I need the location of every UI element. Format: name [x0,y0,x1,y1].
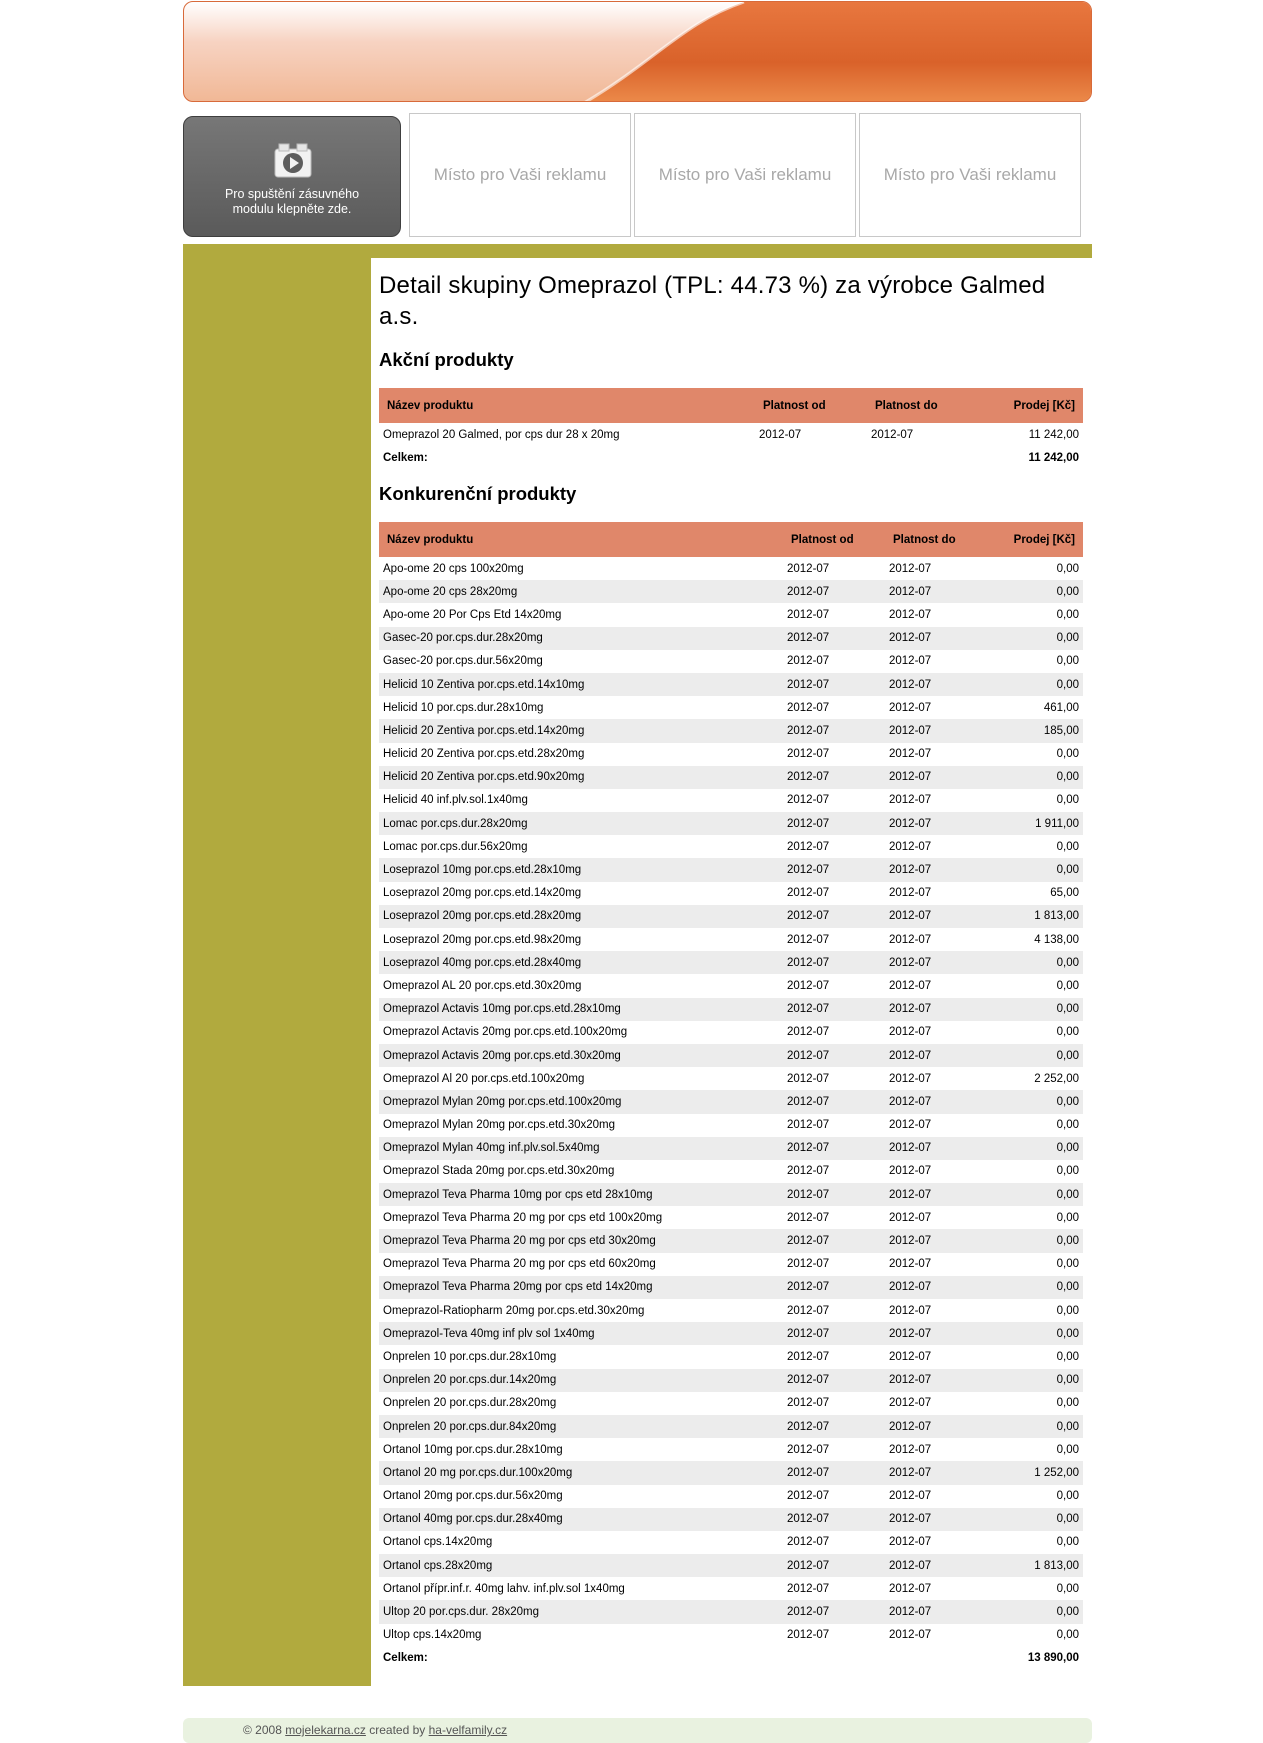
valid-to-cell: 2012-07 [885,812,997,835]
valid-from-cell: 2012-07 [783,858,885,881]
sales-cell: 0,00 [1056,1490,1079,1503]
product-name-cell: Ortanol 20 mg por.cps.dur.100x20mg [379,1461,783,1484]
sales-cell: 0,00 [1056,1119,1079,1132]
valid-from-cell: 2012-07 [783,580,885,603]
product-name-cell: Ortanol cps.14x20mg [383,1536,493,1549]
table-row [379,696,1083,719]
valid-to-cell: 2012-07 [885,1600,997,1623]
valid-from-cell: 2012-07 [787,1026,830,1039]
valid-to-cell: 2012-07 [885,858,997,881]
valid-to-cell: 2012-07 [885,951,997,974]
product-name-cell: Omeprazol Actavis 10mg por.cps.etd.28x10mg [379,998,783,1021]
action-products-table [379,388,1083,469]
col-product-name: Název produktu [379,388,755,423]
product-name-cell: Omeprazol-Teva 40mg inf plv sol 1x40mg [379,1322,783,1345]
sales-cell: 1 252,00 [997,1461,1083,1484]
author-link[interactable]: ha-velfamily.cz [428,1723,508,1737]
valid-to-cell: 2012-07 [889,1211,932,1224]
table-row [379,673,1083,696]
valid-to-cell: 2012-07 [889,840,932,853]
product-name-cell: Helicid 40 inf.plv.sol.1x40mg [383,794,528,807]
table-row [379,603,1083,626]
total-value: 11 242,00 [1028,451,1079,464]
sales-cell: 0,00 [1056,1443,1079,1456]
product-name-cell: Helicid 20 Zentiva por.cps.etd.90x20mg [379,766,783,789]
col-sales: Prodej [Kč] [983,388,1083,423]
valid-from-cell: 2012-07 [787,1536,830,1549]
sales-cell: 0,00 [997,1508,1083,1531]
col-sales: Prodej [Kč] [997,522,1083,557]
product-name-cell: Omeprazol Stada 20mg por.cps.etd.30x20mg [383,1165,615,1178]
table-row [379,1415,1083,1438]
table-row [379,1485,1083,1508]
table-row [379,1577,1083,1600]
col-product-name: Název produktu [379,522,783,557]
valid-to-cell: 2012-07 [885,580,997,603]
valid-from-cell: 2012-07 [783,1183,885,1206]
table-row [379,1183,1083,1206]
total-label: Celkem: [383,451,428,464]
valid-from-cell: 2012-07 [787,840,830,853]
valid-to-cell: 2012-07 [889,1026,932,1039]
product-name-cell: Lomac por.cps.dur.28x20mg [379,812,783,835]
product-name-cell: Ortanol 20mg por.cps.dur.56x20mg [383,1490,563,1503]
valid-to-cell: 2012-07 [885,673,997,696]
header-banner [183,1,1092,102]
valid-from-cell: 2012-07 [783,1322,885,1345]
empty-cell [885,1647,997,1670]
valid-to-cell: 2012-07 [889,1629,932,1642]
table-row [379,1276,1083,1299]
total-row [379,446,1083,469]
table-row [379,1137,1083,1160]
plugin-message: Pro spuštění zásuvného modulu klepněte zde. [224,187,360,216]
sales-cell: 0,00 [1056,1582,1079,1595]
product-name-cell: Omeprazol 20 Galmed, por cps dur 28 x 20mg [383,428,620,441]
ad-slot-label: Místo pro Vaši reklamu [883,165,1057,184]
valid-from-cell: 2012-07 [787,1629,830,1642]
valid-from-cell: 2012-07 [783,1137,885,1160]
table-row [379,766,1083,789]
valid-from-cell: 2012-07 [783,998,885,1021]
valid-from-cell: 2012-07 [783,719,885,742]
product-name-cell: Omeprazol Teva Pharma 20 mg por cps etd 100x20mg [383,1211,663,1224]
col-valid-to: Platnost do [885,522,997,557]
valid-to-cell: 2012-07 [889,1443,932,1456]
ad-slot-2[interactable] [634,113,856,237]
valid-to-cell: 2012-07 [889,794,932,807]
sales-cell: 0,00 [997,627,1083,650]
ad-slot-3[interactable] [859,113,1081,237]
product-name-cell: Ultop 20 por.cps.dur. 28x20mg [379,1600,783,1623]
sales-cell: 0,00 [1056,1258,1079,1271]
valid-to-cell: 2012-07 [889,1582,932,1595]
valid-to-cell: 2012-07 [885,1183,997,1206]
valid-to-cell: 2012-07 [885,1044,997,1067]
valid-to-cell: 2012-07 [885,627,997,650]
valid-from-cell: 2012-07 [787,1258,830,1271]
valid-from-cell: 2012-07 [787,933,830,946]
product-name-cell: Loseprazol 20mg por.cps.etd.14x20mg [383,887,582,900]
valid-from-cell: 2012-07 [787,1582,830,1595]
sales-cell: 0,00 [1056,794,1079,807]
table-row [379,974,1083,997]
sales-cell: 0,00 [997,1276,1083,1299]
table-row [379,928,1083,951]
total-row [379,1647,1083,1670]
sales-cell: 1 813,00 [997,1554,1083,1577]
valid-to-cell: 2012-07 [885,1369,997,1392]
sales-cell: 2 252,00 [1034,1072,1079,1085]
table-row [379,1600,1083,1623]
product-name-cell: Omeprazol Mylan 20mg por.cps.etd.30x20mg [383,1119,616,1132]
sales-cell: 0,00 [997,1229,1083,1252]
sales-cell: 0,00 [997,1183,1083,1206]
valid-from-cell: 2012-07 [759,428,802,441]
table-row [379,1369,1083,1392]
sales-cell: 0,00 [1056,1304,1079,1317]
valid-to-cell: 2012-07 [885,766,997,789]
table-row [379,882,1083,905]
valid-from-cell: 2012-07 [783,1044,885,1067]
sales-cell: 0,00 [997,858,1083,881]
table-row [379,1067,1083,1090]
valid-from-cell: 2012-07 [783,673,885,696]
valid-from-cell: 2012-07 [783,1229,885,1252]
valid-to-cell: 2012-07 [885,1415,997,1438]
valid-to-cell: 2012-07 [885,905,997,928]
sales-cell: 0,00 [997,1369,1083,1392]
product-name-cell: Ortanol 40mg por.cps.dur.28x40mg [379,1508,783,1531]
table-row [379,1508,1083,1531]
valid-from-cell: 2012-07 [783,1554,885,1577]
footer [183,1718,1092,1743]
table-row [379,423,1083,446]
table-row [379,1461,1083,1484]
product-name-cell: Apo-ome 20 Por Cps Etd 14x20mg [383,608,562,621]
table-row [379,1392,1083,1415]
product-name-cell: Omeprazol Teva Pharma 20mg por cps etd 14x20mg [379,1276,783,1299]
table-row [379,1554,1083,1577]
sales-cell: 0,00 [997,951,1083,974]
sales-cell: 0,00 [1056,840,1079,853]
valid-from-cell: 2012-07 [787,1443,830,1456]
product-name-cell: Gasec-20 por.cps.dur.56x20mg [383,655,543,668]
valid-to-cell: 2012-07 [871,428,914,441]
col-valid-to: Platnost do [867,388,983,423]
valid-from-cell: 2012-07 [787,1304,830,1317]
sales-cell: 0,00 [997,673,1083,696]
product-name-cell: Loseprazol 40mg por.cps.etd.28x40mg [379,951,783,974]
valid-to-cell: 2012-07 [885,1322,997,1345]
col-valid-from: Platnost od [755,388,867,423]
valid-from-cell: 2012-07 [787,794,830,807]
sales-cell: 0,00 [1056,1211,1079,1224]
valid-to-cell: 2012-07 [885,1229,997,1252]
table-row [379,1206,1083,1229]
valid-to-cell: 2012-07 [889,1490,932,1503]
valid-from-cell: 2012-07 [783,905,885,928]
sales-cell: 0,00 [997,766,1083,789]
valid-from-cell: 2012-07 [787,1119,830,1132]
competing-products-table [379,522,1083,1670]
product-name-cell: Helicid 20 Zentiva por.cps.etd.14x20mg [379,719,783,742]
valid-from-cell: 2012-07 [783,951,885,974]
sales-cell: 0,00 [1056,608,1079,621]
sales-cell: 0,00 [997,998,1083,1021]
valid-to-cell: 2012-07 [889,701,932,714]
valid-to-cell: 2012-07 [889,1258,932,1271]
plugin-icon [273,143,313,179]
sales-cell: 0,00 [997,1137,1083,1160]
empty-cell [867,446,983,469]
product-name-cell: Onprelen 10 por.cps.dur.28x10mg [383,1350,557,1363]
valid-from-cell: 2012-07 [783,1090,885,1113]
sales-cell: 0,00 [997,1090,1083,1113]
valid-from-cell: 2012-07 [787,1165,830,1178]
valid-to-cell: 2012-07 [889,933,932,946]
sales-cell: 0,00 [1056,1026,1079,1039]
product-name-cell: Omeprazol Actavis 20mg por.cps.etd.30x20mg [379,1044,783,1067]
valid-to-cell: 2012-07 [885,1461,997,1484]
table-row [379,1438,1083,1461]
valid-to-cell: 2012-07 [889,1350,932,1363]
site-link[interactable]: mojelekarna.cz [285,1723,366,1737]
page-title: Detail skupiny Omeprazol (TPL: 44.73 %) za výrobce Galmed a.s. [379,272,1046,330]
valid-to-cell: 2012-07 [889,1072,932,1085]
valid-from-cell: 2012-07 [787,1072,830,1085]
competing-products-heading: Konkurenční produkty [379,483,577,504]
product-name-cell: Lomac por.cps.dur.56x20mg [383,840,528,853]
table-row [379,789,1083,812]
product-name-cell: Omeprazol Mylan 20mg por.cps.etd.100x20mg [379,1090,783,1113]
valid-from-cell: 2012-07 [783,1508,885,1531]
valid-from-cell: 2012-07 [783,766,885,789]
ad-slot-1[interactable] [409,113,631,237]
product-name-cell: Loseprazol 20mg por.cps.etd.98x20mg [383,933,582,946]
sales-cell: 4 138,00 [1034,933,1079,946]
product-name-cell: Onprelen 20 por.cps.dur.28x20mg [383,1397,557,1410]
action-products-heading: Akční produkty [379,349,514,370]
sales-cell: 0,00 [1056,748,1079,761]
table-row [379,1531,1083,1554]
table-row [379,1322,1083,1345]
valid-to-cell: 2012-07 [889,1397,932,1410]
product-name-cell: Omeprazol Teva Pharma 20 mg por cps etd 60x20mg [383,1258,656,1271]
empty-cell [783,1647,885,1670]
table-row [379,998,1083,1021]
sales-cell: 0,00 [1056,1397,1079,1410]
table-row [379,835,1083,858]
table-row [379,858,1083,881]
product-name-cell: Ortanol 10mg por.cps.dur.28x10mg [383,1443,563,1456]
product-name-cell: Omeprazol Teva Pharma 10mg por cps etd 28x10mg [379,1183,783,1206]
valid-from-cell: 2012-07 [787,655,830,668]
product-name-cell: Ortanol přípr.inf.r. 40mg lahv. inf.plv.sol 1x40mg [383,1582,625,1595]
valid-to-cell: 2012-07 [889,979,932,992]
total-label: Celkem: [383,1652,428,1665]
valid-from-cell: 2012-07 [787,979,830,992]
valid-to-cell: 2012-07 [889,748,932,761]
table-row [379,1345,1083,1368]
valid-from-cell: 2012-07 [787,1490,830,1503]
sales-cell: 185,00 [997,719,1083,742]
valid-from-cell: 2012-07 [783,1461,885,1484]
product-name-cell: Ortanol cps.28x20mg [379,1554,783,1577]
sales-cell: 11 242,00 [1028,428,1079,441]
col-valid-from: Platnost od [783,522,885,557]
valid-to-cell: 2012-07 [885,1090,997,1113]
valid-from-cell: 2012-07 [787,748,830,761]
valid-from-cell: 2012-07 [783,1415,885,1438]
sales-cell: 0,00 [997,1600,1083,1623]
valid-to-cell: 2012-07 [889,562,932,575]
sales-cell: 0,00 [997,580,1083,603]
product-name-cell: Apo-ome 20 cps 28x20mg [379,580,783,603]
table-row [379,1090,1083,1113]
valid-from-cell: 2012-07 [787,1397,830,1410]
valid-from-cell: 2012-07 [787,1211,830,1224]
total-value: 13 890,00 [1027,1652,1079,1665]
valid-from-cell: 2012-07 [783,812,885,835]
sales-cell: 0,00 [1056,1536,1079,1549]
sales-cell: 0,00 [1056,1350,1079,1363]
sales-cell: 0,00 [1056,655,1079,668]
valid-from-cell: 2012-07 [787,887,830,900]
ad-slot-label: Místo pro Vaši reklamu [658,165,832,184]
valid-from-cell: 2012-07 [783,627,885,650]
table-row [379,743,1083,766]
product-name-cell: Omeprazol-Ratiopharm 20mg por.cps.etd.30x20mg [383,1304,645,1317]
valid-to-cell: 2012-07 [889,887,932,900]
product-name-cell: Loseprazol 10mg por.cps.etd.28x10mg [379,858,783,881]
product-name-cell: Omeprazol Teva Pharma 20 mg por cps etd 30x20mg [379,1229,783,1252]
sales-cell: 0,00 [1056,979,1079,992]
sales-cell: 0,00 [997,1415,1083,1438]
valid-to-cell: 2012-07 [889,1304,932,1317]
sales-cell: 1 911,00 [997,812,1083,835]
table-header-row [379,388,1083,423]
valid-from-cell: 2012-07 [787,701,830,714]
valid-from-cell: 2012-07 [783,1276,885,1299]
table-row [379,1229,1083,1252]
created-by-text: created by [365,1723,429,1737]
sales-cell: 0,00 [997,1322,1083,1345]
valid-to-cell: 2012-07 [889,655,932,668]
product-name-cell: Omeprazol Actavis 20mg por.cps.etd.100x20mg [383,1026,628,1039]
table-row [379,1160,1083,1183]
valid-from-cell: 2012-07 [787,1350,830,1363]
valid-from-cell: 2012-07 [783,1369,885,1392]
table-row [379,1044,1083,1067]
copyright-text: © 2008 [243,1723,286,1737]
valid-from-cell: 2012-07 [783,1600,885,1623]
sales-cell: 0,00 [1056,562,1079,575]
product-name-cell: Ultop cps.14x20mg [383,1629,482,1642]
valid-to-cell: 2012-07 [889,1536,932,1549]
valid-to-cell: 2012-07 [889,1165,932,1178]
valid-to-cell: 2012-07 [889,608,932,621]
valid-to-cell: 2012-07 [885,1554,997,1577]
plugin-launch-button[interactable] [183,116,401,237]
table-row [379,650,1083,673]
valid-to-cell: 2012-07 [885,998,997,1021]
product-name-cell: Helicid 20 Zentiva por.cps.etd.28x20mg [383,748,585,761]
table-row [379,1299,1083,1322]
table-row [379,580,1083,603]
product-name-cell: Omeprazol Mylan 40mg inf.plv.sol.5x40mg [379,1137,783,1160]
valid-from-cell: 2012-07 [787,608,830,621]
product-name-cell: Onprelen 20 por.cps.dur.84x20mg [379,1415,783,1438]
product-name-cell: Helicid 10 Zentiva por.cps.etd.14x10mg [379,673,783,696]
sales-cell: 65,00 [1050,887,1079,900]
product-name-cell: Onprelen 20 por.cps.dur.14x20mg [379,1369,783,1392]
valid-to-cell: 2012-07 [885,1508,997,1531]
table-row [379,1624,1083,1647]
sales-cell: 461,00 [1043,701,1079,714]
product-name-cell: Omeprazol Al 20 por.cps.etd.100x20mg [383,1072,585,1085]
product-name-cell: Omeprazol AL 20 por.cps.etd.30x20mg [383,979,582,992]
sales-cell: 0,00 [997,1044,1083,1067]
product-name-cell: Apo-ome 20 cps 100x20mg [383,562,524,575]
valid-to-cell: 2012-07 [885,1276,997,1299]
sales-cell: 0,00 [1056,1629,1079,1642]
table-row [379,1021,1083,1044]
table-row [379,557,1083,580]
table-row [379,1114,1083,1137]
sales-cell: 1 813,00 [997,905,1083,928]
table-header-row [379,522,1083,557]
ad-slot-label: Místo pro Vaši reklamu [433,165,607,184]
table-row [379,719,1083,742]
table-row [379,951,1083,974]
sales-cell: 0,00 [1056,1165,1079,1178]
valid-to-cell: 2012-07 [885,1137,997,1160]
product-name-cell: Helicid 10 por.cps.dur.28x10mg [383,701,544,714]
product-name-cell: Loseprazol 20mg por.cps.etd.28x20mg [379,905,783,928]
table-row [379,905,1083,928]
table-row [379,627,1083,650]
valid-to-cell: 2012-07 [889,1119,932,1132]
valid-from-cell: 2012-07 [787,562,830,575]
product-name-cell: Gasec-20 por.cps.dur.28x20mg [379,627,783,650]
table-row [379,812,1083,835]
table-row [379,1253,1083,1276]
valid-to-cell: 2012-07 [885,719,997,742]
empty-cell [755,446,867,469]
left-sidebar [183,244,371,1686]
